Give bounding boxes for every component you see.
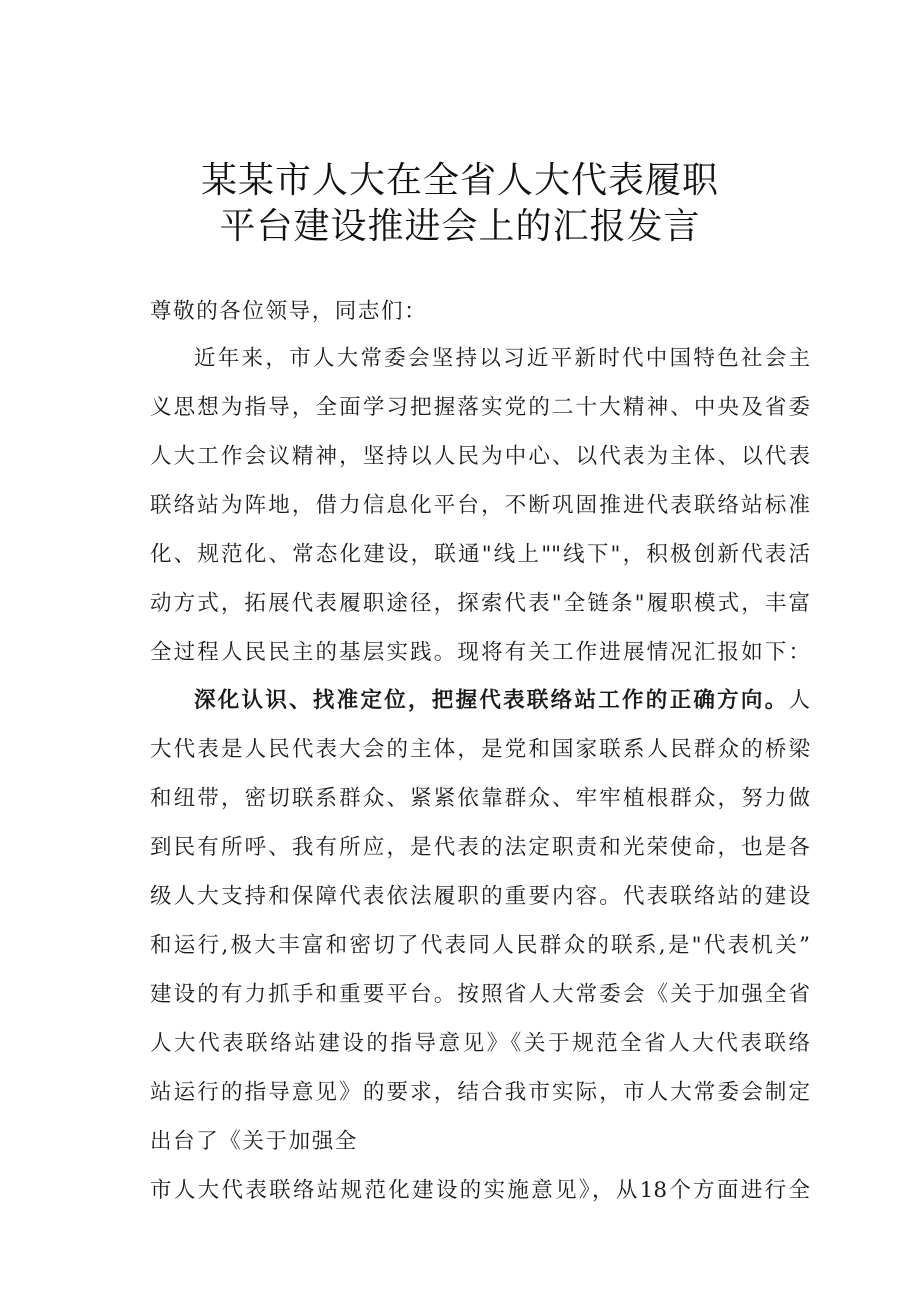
paragraph-2-heading-tail: 人 (788, 688, 810, 713)
paragraph-1-line-2: 义思想为指导，全面学习把握落实党的二十大精神、中央及省委 (150, 395, 810, 420)
paragraph-2-line-4: 到民有所呼、我有所应，是代表的法定职责和光荣使命，也是各 (150, 835, 810, 860)
paragraph-2-line-3: 和纽带，密切联系群众、紧紧依靠群众、牢牢植根群众，努力做 (150, 786, 810, 811)
paragraph-2-heading: 深化认识、找准定位，把握代表联络站工作的正确方向。 (194, 688, 789, 713)
paragraph-2-line-7: 建设的有力抓手和重要平台。按照省人大常委会《关于加强全省 (150, 982, 810, 1007)
paragraph-1-line-1: 近年来，市人大常委会坚持以习近平新时代中国特色社会主 (194, 346, 810, 371)
paragraph-2-line-10: 出台了《关于加强全 (150, 1129, 358, 1154)
paragraph-1-line-6: 动方式，拓展代表履职途径，探索代表"全链条"履职模式，丰富 (150, 591, 810, 616)
paragraph-2-line-2: 大代表是人民代表大会的主体，是党和国家联系人民群众的桥梁 (150, 737, 810, 762)
paragraph-2-line-1 (194, 686, 810, 716)
paragraph-2-line-9: 站运行的指导意见》的要求，结合我市实际，市人大常委会制定 (150, 1080, 810, 1105)
paragraph-2-line-5: 级人大支持和保障代表依法履职的重要内容。代表联络站的建设 (150, 884, 810, 909)
paragraph-1-line-7: 全过程人民民主的基层实践。现将有关工作进展情况汇报如下： (150, 640, 810, 665)
document-title-line-1: 某某市人大在全省人大代表履职 (200, 160, 719, 201)
paragraph-3-line-1: 市人大代表联络站规范化建设的实施意见》，从18个方面进行全 (150, 1178, 810, 1203)
paragraph-1-line-4: 联络站为阵地，借力信息化平台，不断巩固推进代表联络站标准 (150, 493, 810, 518)
salutation: 尊敬的各位领导，同志们： (150, 299, 428, 324)
paragraph-2-line-8: 人大代表联络站建设的指导意见》《关于规范全省人大代表联络 (150, 1031, 810, 1056)
paragraph-2-line-6: 和运行,极大丰富和密切了代表同人民群众的联系,是"代表机关” (150, 933, 810, 958)
paragraph-1-line-3: 人大工作会议精神，坚持以人民为中心、以代表为主体、以代表 (150, 444, 810, 469)
document-title-line-2: 平台建设推进会上的汇报发言 (219, 206, 701, 247)
paragraph-1-line-5: 化、规范化、常态化建设，联通"线上""线下"，积极创新代表活 (150, 542, 810, 567)
